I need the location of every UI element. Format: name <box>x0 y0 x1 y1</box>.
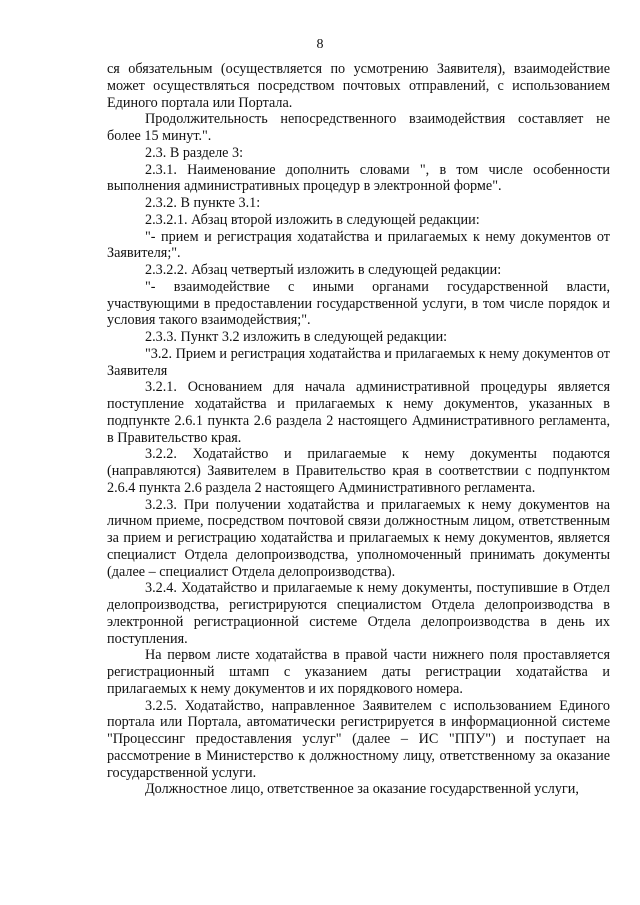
paragraph: ся обязательным (осуществляется по усмотрению Заявителя), взаимодействие может осуществляться посредством почтовых отправлений, с использованием Единого портала или Портала. <box>107 61 610 111</box>
paragraph: Должностное лицо, ответственное за оказание государственной услуги, <box>145 781 579 798</box>
paragraph: "- взаимодействие с иными органами государственной власти, участвующими в предоставлении государственной услуги, в том числе порядок и условия такого взаимодействия;". <box>107 278 610 329</box>
document-body <box>107 61 610 798</box>
paragraph: 3.2.1. Основанием для начала административной процедуры является поступление ходатайства и прилагаемых к нему документов, указанных в подпункте 2.6.1 пункта 2.6 раздела 2 настоящего Административного регламента, в Правительство края. <box>107 379 610 446</box>
paragraph: 2.3. В разделе 3: <box>145 144 244 161</box>
paragraph: 2.3.3. Пункт 3.2 изложить в следующей редакции: <box>145 329 448 345</box>
paragraph: 3.2.3. При получении ходатайства и прилагаемых к нему документов на личном приеме, посредством почтовой связи должностным лицом, ответственным за прием и регистрацию ходатайства и прилагаемых к нему документов, является специалист Отдела делопроизводства, уполномоченный принимать документы (далее – специалист Отдела делопроизводства). <box>107 496 610 580</box>
paragraph: Продолжительность непосредственного взаимодействия составляет не более 15 минут.". <box>107 111 610 144</box>
paragraph: 3.2.4. Ходатайство и прилагаемые к нему документы, поступившие в Отдел делопроизводства, регистрируются специалистом Отдела делопроизводства в электронной регистрационной системе Отдела делопроизводства в день их поступления. <box>107 580 610 647</box>
paragraph: 2.3.2.1. Абзац второй изложить в следующей редакции: <box>145 211 480 228</box>
paragraph: 2.3.1. Наименование дополнить словами ", в том числе особенности выполнения административных процедур в электронной форме". <box>107 161 610 195</box>
paragraph: "- прием и регистрация ходатайства и прилагаемых к нему документов от Заявителя;". <box>107 228 610 262</box>
paragraph: 3.2.5. Ходатайство, направленное Заявителем с использованием Единого портала или Портала, автоматически регистрируется в информационной системе "Процессинг предоставления услуг" (далее – ИС "ППУ") и поступает на рассмотрение в Министерство к должностному лицу, ответственному за оказание государственной услуги. <box>107 697 610 781</box>
page-number: 8 <box>316 37 324 52</box>
paragraph: 3.2.2. Ходатайство и прилагаемые к нему документы подаются (направляются) Заявителем в Правительство края в соответствии с подпунктом 2.6.4 пункта 2.6 раздела 2 настоящего Административного регламента. <box>107 446 610 496</box>
paragraph: "3.2. Прием и регистрация ходатайства и прилагаемых к нему документов от Заявителя <box>107 345 610 379</box>
paragraph: 2.3.2. В пункте 3.1: <box>145 195 261 211</box>
paragraph: На первом листе ходатайства в правой части нижнего поля проставляется регистрационный штамп с указанием даты регистрации ходатайства и прилагаемых к нему документов и их порядкового номера. <box>107 647 610 697</box>
paragraph: 2.3.2.2. Абзац четвертый изложить в следующей редакции: <box>145 262 502 278</box>
